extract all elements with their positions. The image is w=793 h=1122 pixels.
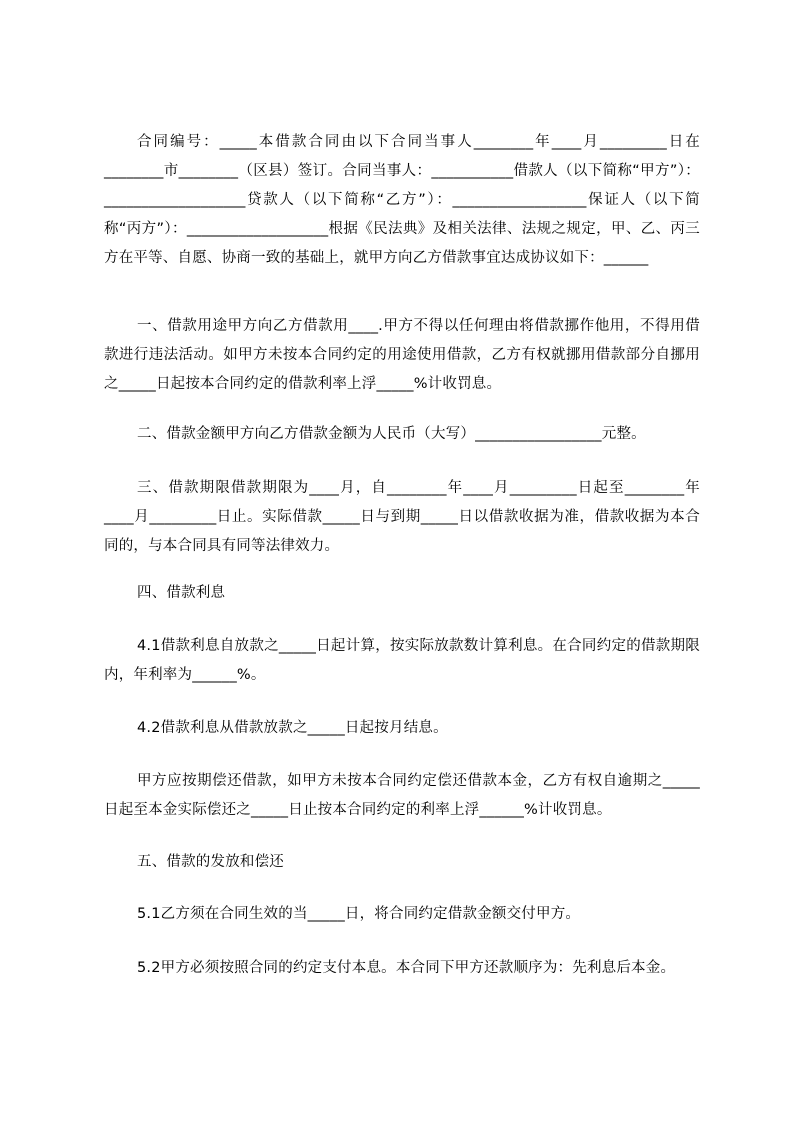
heading-disbursement-repayment: 五、借款的发放和偿还	[137, 854, 284, 870]
paragraph-loan-purpose: 一、借款用途甲方向乙方借款用____.甲方不得以任何理由将借款挪作他用，不得用借款进行违法活动。如甲方未按本合同约定的用途使用借款，乙方有权就挪用借款部分自挪用之_____日起按本合同约定的借款利率上浮_____%计收罚息。	[104, 318, 700, 392]
paragraph-4-1: 4.1借款利息自放款之_____日起计算，按实际放款数计算利息。在合同约定的借款期限内，年利率为______%。	[104, 638, 700, 683]
heading-loan-interest: 四、借款利息	[137, 585, 226, 601]
paragraph-overdue-penalty: 甲方应按期偿还借款，如甲方未按本合同约定偿还借款本金，乙方有权自逾期之_____日起至本金实际偿还之_____日止按本合同约定的利率上浮______%计收罚息。	[104, 773, 700, 818]
paragraph-5-2: 5.2甲方必须按照合同的约定支付本息。本合同下甲方还款顺序为：先利息后本金。	[137, 960, 676, 976]
paragraph-preamble: 合同编号：_____本借款合同由以下合同当事人________年____月_________日在________市________（区县）签订。合同当事人：___________借款人（以下简称“甲方”）：___________________贷款人（以下简称“乙方”）：__________________保证人（以下简称“丙方”）：___________________根据《民法典》及相关法律、法规之规定，甲、乙、丙三方在平等、自愿、协商一致的基础上，就甲方向乙方借款事宜达成协议如下：______	[104, 134, 700, 266]
paragraph-5-1: 5.1乙方须在合同生效的当_____日，将合同约定借款金额交付甲方。	[137, 906, 581, 922]
paragraph-4-2: 4.2借款利息从借款放款之_____日起按月结息。	[137, 720, 448, 736]
paragraph-loan-term: 三、借款期限借款期限为____月，自________年____月_________日起至________年____月_________日止。实际借款_____日与到期_____日以借款收据为准，借款收据为本合同的，与本合同具有同等法律效力。	[104, 480, 700, 554]
paragraph-loan-amount: 二、借款金额甲方向乙方借款金额为人民币（大写）_________________元整。	[137, 426, 646, 442]
